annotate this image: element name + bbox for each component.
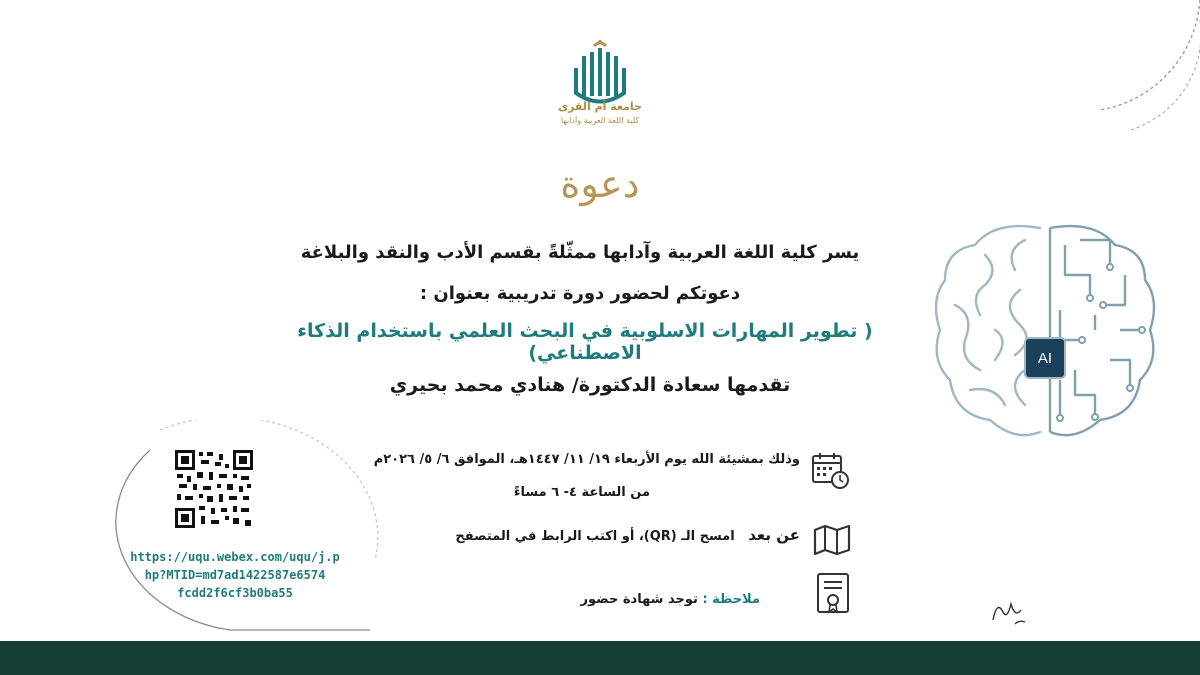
qr-code[interactable]	[175, 450, 253, 528]
ai-brain-illustration	[925, 220, 1165, 445]
ai-badge: AI	[1037, 350, 1053, 367]
note-label: ملاحظة :	[702, 592, 760, 607]
url-line-1: https://uqu.webex.com/uqu/j.p	[130, 550, 340, 564]
presenter: تقدمها سعادة الدكتورة/ هنادي محمد بحيري	[389, 374, 791, 396]
calendar-clock-icon	[810, 450, 850, 490]
course-title: ( تطوير المهارات الاسلوبية في البحث العلمي باستخدام الذكاء الاصطناعي)	[297, 320, 873, 364]
webex-url[interactable]	[110, 548, 360, 602]
remote-info	[360, 526, 800, 544]
url-line-2: hp?MTID=md7ad1422587e6574	[144, 568, 326, 582]
logo-college-name: كلية اللغة العربية وآدابها	[560, 116, 640, 125]
invitation-line-1: يسر كلية اللغة العربية وآدابها ممثّلةً بقسم الأدب والنقد والبلاغة	[300, 242, 860, 263]
remote-label: عن بعد	[748, 526, 800, 544]
invitation-line-2: دعوتكم لحضور دورة تدريبية بعنوان :	[419, 283, 741, 304]
event-date: وذلك بمشيئة الله يوم الأربعاء ١٩/ ١١/ ١٤٤٧هـ، الموافق ٦/ ٥/ ٢٠٢٦م	[373, 452, 800, 467]
event-time: من الساعة ٤- ٦ مساءً	[513, 485, 650, 500]
map-pin-icon	[812, 518, 852, 558]
invitation-heading: دعوة	[560, 162, 640, 206]
signature	[985, 590, 1035, 630]
logo-university-name: جامعة أم القرى	[558, 100, 642, 113]
remote-instruction: امسح الـ (QR)، أو اكتب الرابط في المتصفح	[455, 529, 735, 544]
note	[420, 592, 760, 607]
decorative-arcs	[1060, 0, 1200, 140]
url-line-3: fcdd2f6cf3b0ba55	[177, 586, 293, 600]
footer-bar	[0, 641, 1200, 675]
certificate-icon	[815, 572, 851, 616]
note-text: توجد شهادة حضور	[580, 592, 698, 607]
